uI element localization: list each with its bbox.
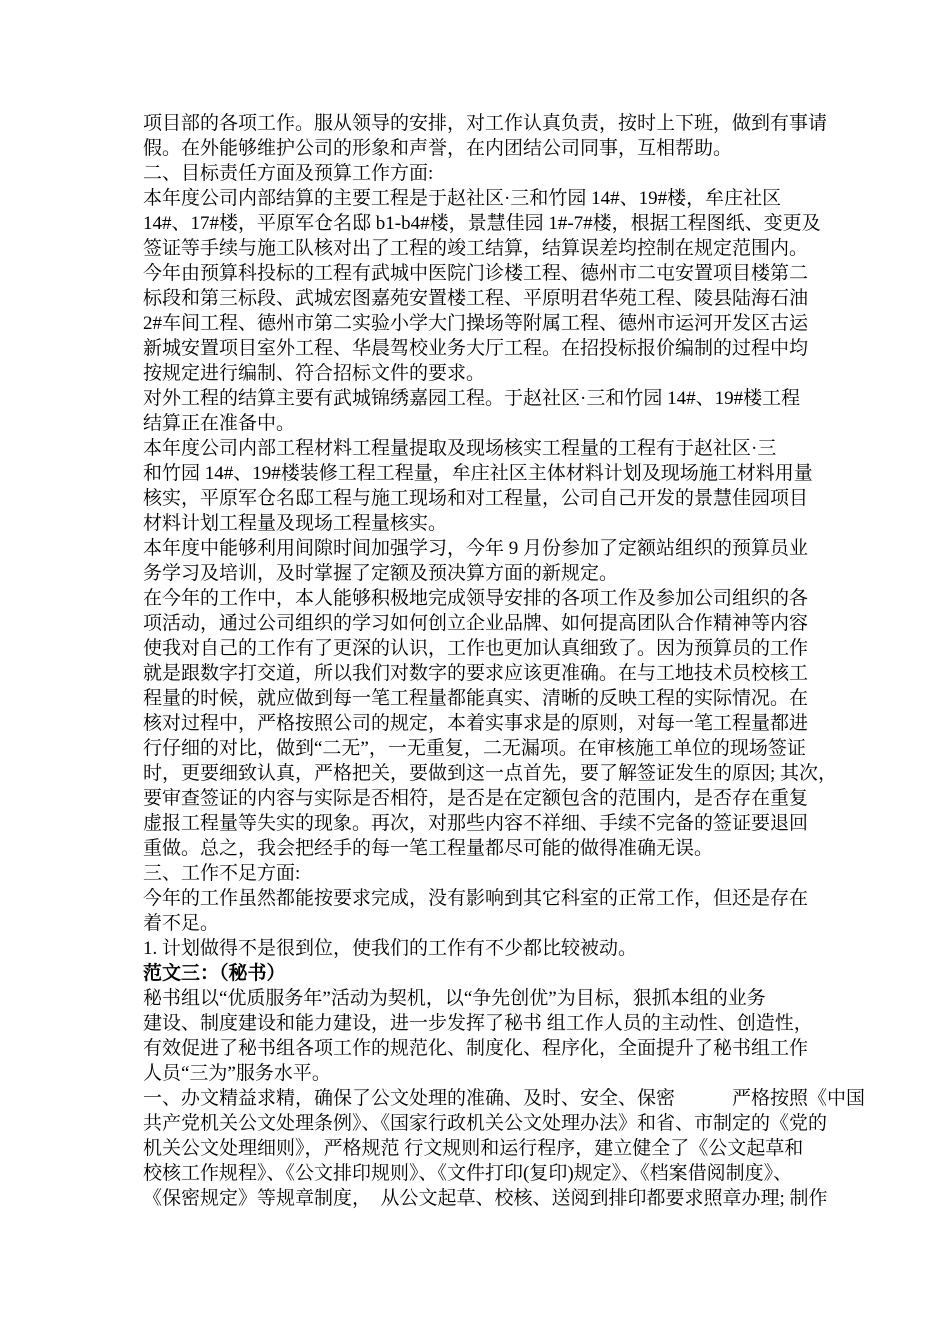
text-line: 行仔细的对比，做到“二无”，一无重复，二无漏项。在审核施工单位的现场签证 bbox=[143, 738, 806, 759]
text-line: 核对过程中，严格按照公司的规定，本着实事求是的原则，对每一笔工程量都进 bbox=[143, 713, 809, 734]
text-line: 今年的工作虽然都能按要求完成，没有影响到其它科室的正常工作，但还是存在 bbox=[143, 888, 809, 909]
text-line: 项活动，通过公司组织的学习如何创立企业品牌、如何提高团队合作精神等内容 bbox=[143, 613, 809, 634]
text-line: 有效促进了秘书组各项工作的规范化、制度化、程序化，全面提升了秘书组工作 bbox=[143, 1038, 809, 1059]
text-line: 本年度公司内部结算的主要工程是于赵社区·三和竹园 14#、19#楼，牟庄社区 bbox=[143, 188, 782, 209]
section-heading: 范文三：（秘书） bbox=[143, 963, 286, 984]
text-line: 今年由预算科投标的工程有武城中医院门诊楼工程、德州市二屯安置项目楼第二 bbox=[143, 263, 809, 284]
text-line: 建设、制度建设和能力建设，进一步发挥了秘书 组工作人员的主动性、创造性， bbox=[143, 1013, 813, 1034]
text-line: 核实，平原军仓名邸工程与施工现场和对工程量，公司自己开发的景慧佳园项目 bbox=[143, 488, 809, 509]
text-line: 共产党机关公文处理条例》、《国家行政机关公文处理办法》和省、市制定的《党的 bbox=[143, 1113, 828, 1134]
text-line: 秘书组以“优质服务年”活动为契机，以“争先创优”为目标，狠抓本组的业务 bbox=[143, 988, 766, 1009]
text-line: 虚报工程量等失实的现象。再次，对那些内容不祥细、手续不完备的签证要退回 bbox=[143, 813, 809, 834]
text-line: 使我对自己的工作有了更深的认识，工作也更加认真细致了。因为预算员的工作 bbox=[143, 638, 809, 659]
text-line: 本年度中能够利用间隙时间加强学习，今年 9 月份参加了定额站组织的预算员业 bbox=[143, 538, 809, 559]
text-line: 结算正在准备中。 bbox=[143, 413, 296, 434]
text-line: 假。在外能够维护公司的形象和声誉，在内团结公司同事，互相帮助。 bbox=[143, 138, 733, 159]
text-line: 二、目标责任方面及预算工作方面: bbox=[143, 163, 434, 184]
text-line: 时，更要细致认真，严格把关，要做到这一点首先，要了解签证发生的原因; 其次， bbox=[143, 763, 838, 784]
text-line: 人员“三为”服务水平。 bbox=[143, 1063, 331, 1084]
text-line: 在今年的工作中，本人能够积极地完成领导安排的各项工作及参加公司组织的各 bbox=[143, 588, 809, 609]
text-line: 标段和第三标段、武城宏图嘉苑安置楼工程、平原明君华苑工程、陵县陆海石油 bbox=[143, 288, 809, 309]
text-line: 本年度公司内部工程材料工程量提取及现场核实工程量的工程有于赵社区·三 bbox=[143, 438, 777, 459]
text-line: 2#车间工程、德州市第二实验小学大门操场等附属工程、德州市运河开发区古运 bbox=[143, 313, 809, 334]
text-line: 材料计划工程量及现场工程量核实。 bbox=[143, 513, 448, 534]
document-text-block bbox=[143, 111, 866, 1211]
text-line: 对外工程的结算主要有武城锦绣嘉园工程。于赵社区·三和竹园 14#、19#楼工程 bbox=[143, 388, 801, 409]
text-line: 1. 计划做得不是很到位，使我们的工作有不少都比较被动。 bbox=[143, 938, 638, 959]
text-line: 一、办文精益求精，确保了公文处理的准确、及时、安全、保密 严格按照《中国 bbox=[143, 1088, 866, 1109]
text-line: 务学习及培训，及时掌握了定额及预决算方面的新规定。 bbox=[143, 563, 619, 584]
text-line: 要审查签证的内容与实际是否相符，是否是在定额包含的范围内，是否存在重复 bbox=[143, 788, 809, 809]
text-line: 三、工作不足方面: bbox=[143, 863, 301, 884]
text-line: 程量的时候，就应做到每一笔工程量都能真实、清晰的反映工程的实际情况。在 bbox=[143, 688, 809, 709]
text-line: 着不足。 bbox=[143, 913, 220, 934]
text-line: 重做。总之，我会把经手的每一笔工程量都尽可能的做得准确无误。 bbox=[143, 838, 714, 859]
text-line: 项目部的各项工作。服从领导的安排，对工作认真负责，按时上下班，做到有事请 bbox=[143, 113, 828, 134]
text-line: 按规定进行编制、符合招标文件的要求。 bbox=[143, 363, 486, 384]
text-line: 《保密规定》等规章制度， 从公文起草、校核、送阅到排印都要求照章办理; 制作 bbox=[143, 1188, 828, 1209]
text-line: 新城安置项目室外工程、华晨驾校业务大厅工程。在招投标报价编制的过程中均 bbox=[143, 338, 809, 359]
text-line: 机关公文处理细则》，严格规范 行文规则和运行程序，建立健全了《公文起草和 bbox=[143, 1138, 804, 1159]
text-line: 14#、17#楼，平原军仓名邸 b1-b4#楼，景慧佳园 1#-7#楼，根据工程图纸、变更及 bbox=[143, 213, 821, 234]
text-line: 就是跟数字打交道，所以我们对数字的要求应该更准确。在与工地技术员校核工 bbox=[143, 663, 809, 684]
text-line: 校核工作规程》、《公文排印规则》、《文件打印(复印)规定》、《档案借阅制度》、 bbox=[143, 1163, 793, 1184]
text-line: 和竹园 14#、19#楼装修工程工程量，牟庄社区主体材料计划及现场施工材料用量 bbox=[143, 463, 813, 484]
text-line: 签证等手续与施工队核对出了工程的竣工结算，结算误差均控制在规定范围内。 bbox=[143, 238, 809, 259]
